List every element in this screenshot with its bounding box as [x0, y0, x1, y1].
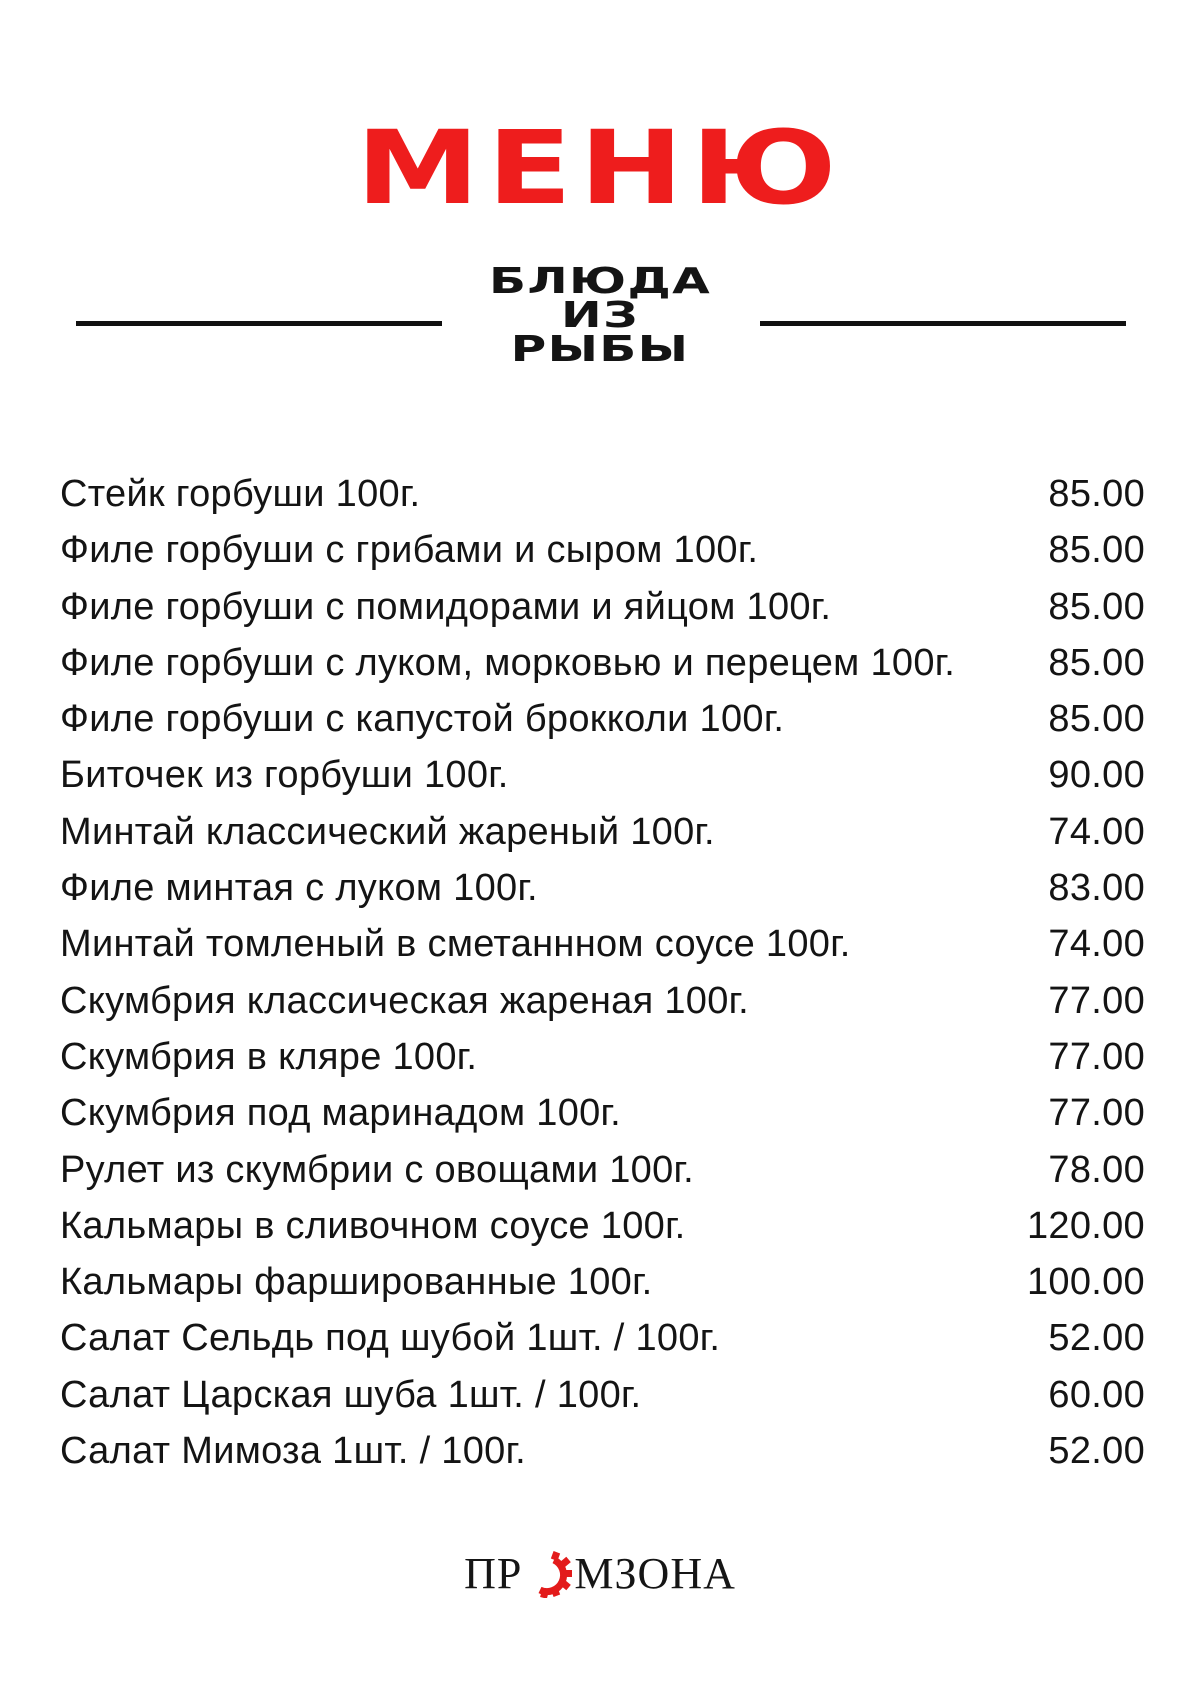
- menu-item-name: Салат Мимоза 1шт. / 100г.: [60, 1430, 526, 1473]
- menu-item: [60, 691, 1145, 747]
- menu-item: [60, 973, 1145, 1029]
- menu-item: [60, 1085, 1145, 1141]
- brand-logo: [0, 1548, 1200, 1599]
- menu-item-price: 78.00: [1048, 1148, 1145, 1191]
- menu-item: [60, 860, 1145, 916]
- subtitle-line-2: ИЗ: [561, 295, 639, 336]
- menu-item-price: 85.00: [1048, 473, 1145, 515]
- menu-item: [60, 1367, 1145, 1423]
- menu-item-price: 120.00: [1026, 1204, 1145, 1247]
- menu-item-name: Скумбрия в кляре 100г.: [60, 1035, 478, 1078]
- menu-item-name: Филе горбуши с помидорами и яйцом 100г.: [60, 585, 832, 628]
- menu-item-name: Салат Сельдь под шубой 1шт. / 100г.: [60, 1317, 721, 1360]
- menu-item-price: 85.00: [1048, 585, 1145, 628]
- menu-item-price: 100.00: [1026, 1261, 1145, 1304]
- menu-item: [60, 1142, 1145, 1198]
- logo-text-right: МЗОНА: [574, 1549, 736, 1598]
- menu-item-price: 77.00: [1048, 1035, 1145, 1078]
- menu-item-name: Скумбрия под маринадом 100г.: [60, 1092, 621, 1135]
- menu-item-name: Филе горбуши с луком, морковью и перецем 100г.: [60, 641, 956, 684]
- menu-item-name: Филе горбуши с грибами и сыром 100г.: [60, 529, 759, 572]
- menu-item-price: 83.00: [1048, 867, 1145, 910]
- menu-item-name: Биточек из горбуши 100г.: [60, 754, 509, 797]
- menu-item: [60, 522, 1145, 578]
- menu-item-name: Филе горбуши с капустой брокколи 100г.: [60, 698, 785, 741]
- menu-item: [60, 747, 1145, 803]
- menu-item: [60, 466, 1145, 522]
- menu-item-price: 77.00: [1048, 1092, 1145, 1135]
- menu-item: [60, 916, 1145, 972]
- menu-item-price: 52.00: [1048, 1430, 1145, 1473]
- menu-item-name: Рулет из скумбрии с овощами 100г.: [60, 1148, 694, 1191]
- menu-item-name: Филе минтая с луком 100г.: [60, 867, 538, 910]
- menu-item: [60, 1423, 1145, 1479]
- menu-item-price: 90.00: [1048, 754, 1145, 797]
- page-title: МЕНЮ: [355, 109, 845, 228]
- menu-item: [60, 1198, 1145, 1254]
- menu-item-price: 85.00: [1048, 529, 1145, 572]
- menu-item-name: Кальмары фаршированные 100г.: [60, 1261, 653, 1304]
- menu-list: [60, 466, 1145, 1479]
- logo-text-left: ПР: [464, 1549, 523, 1598]
- menu-item: [60, 804, 1145, 860]
- menu-item-price: 74.00: [1048, 810, 1145, 853]
- menu-item-price: 60.00: [1048, 1373, 1145, 1416]
- gear-icon: [524, 1550, 572, 1598]
- menu-item-price: 85.00: [1048, 641, 1145, 684]
- menu-item-name: Минтай томленый в сметаннном соусе 100г.: [60, 923, 851, 966]
- menu-item-name: Кальмары в сливочном соусе 100г.: [60, 1204, 686, 1247]
- menu-item-name: Скумбрия классическая жареная 100г.: [60, 979, 750, 1022]
- subtitle-rule-right: [760, 321, 1126, 326]
- menu-item-price: 85.00: [1048, 698, 1145, 741]
- menu-item-name: Минтай классический жареный 100г.: [60, 810, 715, 853]
- menu-item-name: Салат Царская шуба 1шт. / 100г.: [60, 1373, 642, 1416]
- menu-item: [60, 635, 1145, 691]
- menu-item: [60, 1254, 1145, 1310]
- section-subtitle: [440, 261, 760, 370]
- menu-item: [60, 579, 1145, 635]
- menu-item-price: 52.00: [1048, 1317, 1145, 1360]
- subtitle-line-1: БЛЮДА: [488, 261, 712, 302]
- menu-item-price: 74.00: [1048, 923, 1145, 966]
- menu-item-price: 77.00: [1048, 979, 1145, 1022]
- subtitle-line-3: РЫБЫ: [510, 329, 690, 370]
- menu-item: [60, 1310, 1145, 1366]
- menu-item-name: Стейк горбуши 100г.: [60, 473, 421, 515]
- menu-item: [60, 1029, 1145, 1085]
